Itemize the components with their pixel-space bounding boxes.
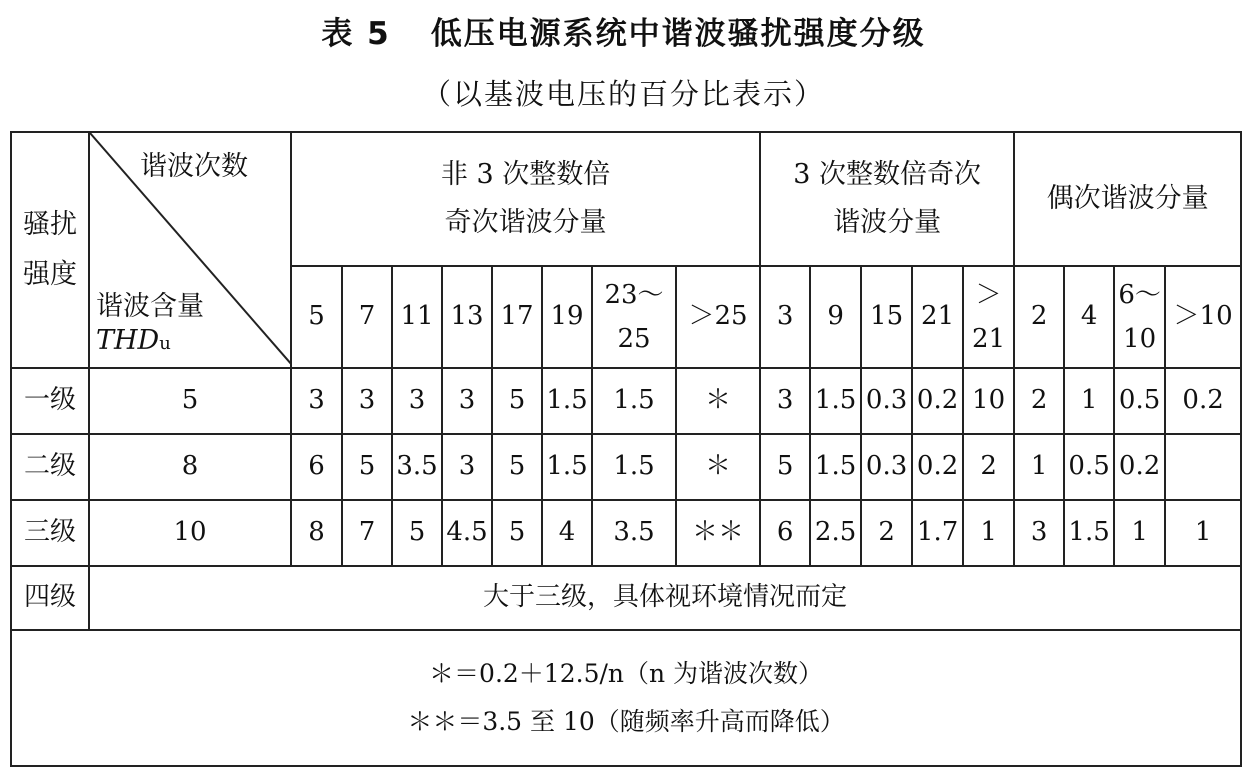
group-line: 谐波分量 bbox=[833, 207, 942, 238]
harmonic-order-label: 谐波次数 bbox=[140, 151, 248, 182]
harmonic-value: 2.5 bbox=[810, 500, 861, 566]
harmonic-value: 0.3 bbox=[861, 368, 912, 434]
harmonic-value: 5 bbox=[342, 434, 392, 500]
order-header bbox=[592, 266, 676, 368]
table-row bbox=[11, 368, 1241, 434]
harmonic-value: 1.5 bbox=[542, 368, 592, 434]
harmonic-value: 6 bbox=[291, 434, 342, 500]
order-line: 25 bbox=[617, 324, 651, 354]
level-label: 四级 bbox=[11, 566, 89, 630]
notes-cell bbox=[11, 630, 1241, 766]
harmonic-value: 1.5 bbox=[810, 434, 861, 500]
harmonic-value: 1.5 bbox=[592, 368, 676, 434]
harmonic-value: 2 bbox=[861, 500, 912, 566]
order-header: 9 bbox=[810, 266, 861, 368]
harmonic-value: 3.5 bbox=[592, 500, 676, 566]
harmonic-value: 0.5 bbox=[1064, 434, 1114, 500]
level4-description: 大于三级，具体视环境情况而定 bbox=[89, 566, 1241, 630]
harmonic-value: ＊ bbox=[676, 368, 760, 434]
order-header: 7 bbox=[342, 266, 392, 368]
order-header: 21 bbox=[912, 266, 963, 368]
order-header: 2 bbox=[1014, 266, 1064, 368]
order-line: 6～ bbox=[1118, 280, 1161, 310]
harmonic-table bbox=[10, 131, 1242, 767]
harmonic-value: 5 bbox=[492, 434, 542, 500]
order-line: 10 bbox=[1123, 324, 1157, 354]
harmonic-value: 0.2 bbox=[1165, 368, 1241, 434]
harmonic-value: 2 bbox=[1014, 368, 1064, 434]
harmonic-value: 3 bbox=[291, 368, 342, 434]
harmonic-value: 3 bbox=[442, 434, 492, 500]
harmonic-value: 4 bbox=[542, 500, 592, 566]
table-title bbox=[0, 8, 1247, 53]
harmonic-value: 1.5 bbox=[1064, 500, 1114, 566]
table-number: 表 5 bbox=[321, 16, 391, 52]
group-header-odd-non-triplen bbox=[291, 132, 760, 266]
harmonic-value: 3.5 bbox=[392, 434, 442, 500]
harmonic-value: 1 bbox=[1014, 434, 1064, 500]
harmonic-value: 2 bbox=[963, 434, 1014, 500]
harmonic-value: 0.2 bbox=[912, 434, 963, 500]
harmonic-value: 4.5 bbox=[442, 500, 492, 566]
order-header: 13 bbox=[442, 266, 492, 368]
harmonic-value: 8 bbox=[291, 500, 342, 566]
group-line: 奇次谐波分量 bbox=[444, 207, 607, 238]
harmonic-value: 5 bbox=[492, 368, 542, 434]
order-header: ＞25 bbox=[676, 266, 760, 368]
order-header: ＞10 bbox=[1165, 266, 1241, 368]
order-header: 15 bbox=[861, 266, 912, 368]
order-header: 19 bbox=[542, 266, 592, 368]
order-header: 5 bbox=[291, 266, 342, 368]
order-header bbox=[963, 266, 1014, 368]
harmonic-value: 1 bbox=[1114, 500, 1165, 566]
thd-value: 10 bbox=[89, 500, 291, 566]
harmonic-value: 3 bbox=[442, 368, 492, 434]
level-label: 一级 bbox=[11, 368, 89, 434]
harmonic-value: 1.5 bbox=[810, 368, 861, 434]
note-line: ＊＝0.2＋12.5/n（n 为谐波次数） bbox=[429, 659, 824, 688]
group-line: 非 3 次整数倍 bbox=[440, 159, 611, 190]
harmonic-value: 1.7 bbox=[912, 500, 963, 566]
harmonic-value: 3 bbox=[392, 368, 442, 434]
group-header-even bbox=[1014, 132, 1241, 266]
diagonal-header-cell bbox=[89, 132, 291, 368]
group-line: 3 次整数倍奇次 bbox=[793, 159, 981, 190]
level-label: 三级 bbox=[11, 500, 89, 566]
harmonic-value: 0.5 bbox=[1114, 368, 1165, 434]
harmonic-value: 10 bbox=[963, 368, 1014, 434]
harmonic-value: 5 bbox=[492, 500, 542, 566]
harmonic-content-label bbox=[96, 290, 204, 361]
table-row bbox=[11, 500, 1241, 566]
harmonic-value: 5 bbox=[392, 500, 442, 566]
harmonic-value: 0.3 bbox=[861, 434, 912, 500]
header-line: 谐波含量 bbox=[96, 291, 204, 322]
order-header: 17 bbox=[492, 266, 542, 368]
harmonic-value: 5 bbox=[760, 434, 810, 500]
thd-subscript: u bbox=[159, 333, 171, 354]
harmonic-value: 1 bbox=[963, 500, 1014, 566]
harmonic-value: 0.2 bbox=[1114, 434, 1165, 500]
order-header: 11 bbox=[392, 266, 442, 368]
thd-value: 5 bbox=[89, 368, 291, 434]
order-header: 3 bbox=[760, 266, 810, 368]
harmonic-value: ＊＊ bbox=[676, 500, 760, 566]
table-title-text: 低压电源系统中谐波骚扰强度分级 bbox=[430, 16, 926, 52]
harmonic-value: ＊ bbox=[676, 434, 760, 500]
note-line: ＊＊＝3.5 至 10（随频率升高而降低） bbox=[407, 707, 845, 736]
header-line: 强度 bbox=[23, 259, 77, 290]
header-line: 骚扰 bbox=[23, 209, 77, 240]
harmonic-value: 1.5 bbox=[542, 434, 592, 500]
harmonic-value: 1 bbox=[1165, 500, 1241, 566]
group-header-odd-triplen bbox=[760, 132, 1014, 266]
disturbance-level-header bbox=[11, 132, 89, 368]
level-label: 二级 bbox=[11, 434, 89, 500]
order-header: 4 bbox=[1064, 266, 1114, 368]
order-line: 21 bbox=[972, 324, 1006, 354]
group-line: 偶次谐波分量 bbox=[1046, 183, 1209, 214]
thd-value: 8 bbox=[89, 434, 291, 500]
harmonic-value: 3 bbox=[342, 368, 392, 434]
order-line: 23～ bbox=[604, 280, 664, 310]
harmonic-value: 1 bbox=[1064, 368, 1114, 434]
harmonic-value: 3 bbox=[1014, 500, 1064, 566]
table-subtitle: （以基波电压的百分比表示） bbox=[421, 77, 825, 111]
harmonic-value: 1.5 bbox=[592, 434, 676, 500]
harmonic-value: 0.2 bbox=[912, 368, 963, 434]
harmonic-value: 3 bbox=[760, 368, 810, 434]
harmonic-value: 6 bbox=[760, 500, 810, 566]
order-line: ＞ bbox=[975, 280, 1002, 310]
order-header bbox=[1114, 266, 1165, 368]
harmonic-value: 7 bbox=[342, 500, 392, 566]
thd-symbol: THD bbox=[96, 325, 160, 356]
harmonic-value bbox=[1165, 434, 1241, 500]
table-row bbox=[11, 434, 1241, 500]
